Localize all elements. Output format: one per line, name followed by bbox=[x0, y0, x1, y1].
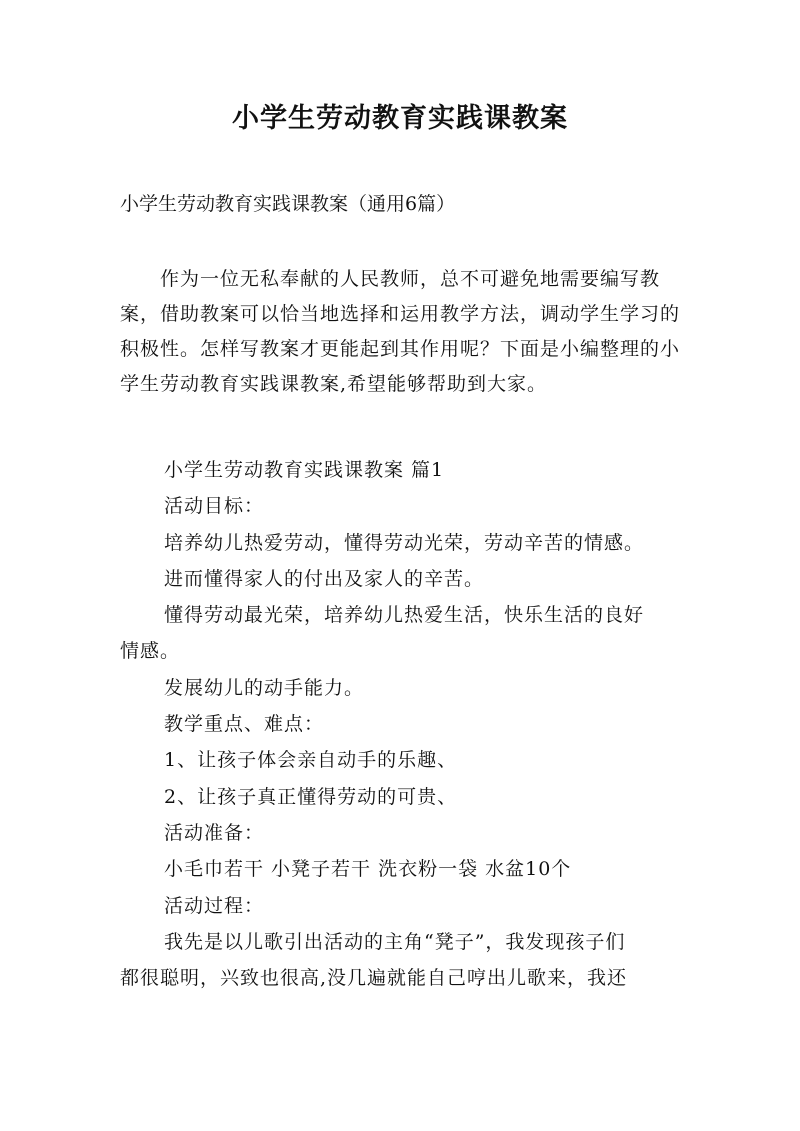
body-line: 进而懂得家人的付出及家人的辛苦。 bbox=[164, 567, 485, 590]
body-line: 发展幼儿的动手能力。 bbox=[164, 676, 365, 699]
body-line: 培养幼儿热爱劳动，懂得劳动光荣，劳动辛苦的情感。 bbox=[164, 531, 645, 554]
body-line: 活动准备： bbox=[164, 821, 265, 844]
section-heading: 小学生劳动教育实践课教案 篇1 bbox=[164, 459, 445, 481]
body-line: 小毛巾若干 小凳子若干 洗衣粉一袋 水盆10个 bbox=[164, 858, 572, 881]
body-line: 我先是以儿歌引出活动的主角“凳子”，我发现孩子们 bbox=[164, 930, 626, 953]
body-line: 都很聪明，兴致也很高,没几遍就能自己哼出儿歌来，我还 bbox=[120, 967, 628, 990]
lesson-body bbox=[120, 452, 700, 996]
document-title: 小学生劳动教育实践课教案 bbox=[232, 103, 568, 134]
body-line: 情感。 bbox=[120, 640, 181, 663]
body-line: 活动目标： bbox=[164, 495, 265, 518]
document-subtitle: 小学生劳动教育实践课教案（通用6篇） bbox=[120, 193, 456, 215]
body-line: 活动过程： bbox=[164, 894, 265, 917]
intro-paragraph: 作为一位无私奉献的人民教师，总不可避免地需要编写教案，借助教案可以恰当地选择和运用教学方法，调动学生学习的积极性。怎样写教案才更能起到其作用呢？下面是小编整理的小学生劳动教育实践课教案,希望能够帮助到大家。 bbox=[120, 268, 681, 395]
body-line: 教学重点、难点： bbox=[164, 713, 325, 736]
body-line: 1、让孩子体会亲自动手的乐趣、 bbox=[164, 749, 458, 772]
body-line: 懂得劳动最光荣，培养幼儿热爱生活，快乐生活的良好 bbox=[164, 604, 645, 627]
body-line: 2、让孩子真正懂得劳动的可贵、 bbox=[164, 785, 458, 808]
